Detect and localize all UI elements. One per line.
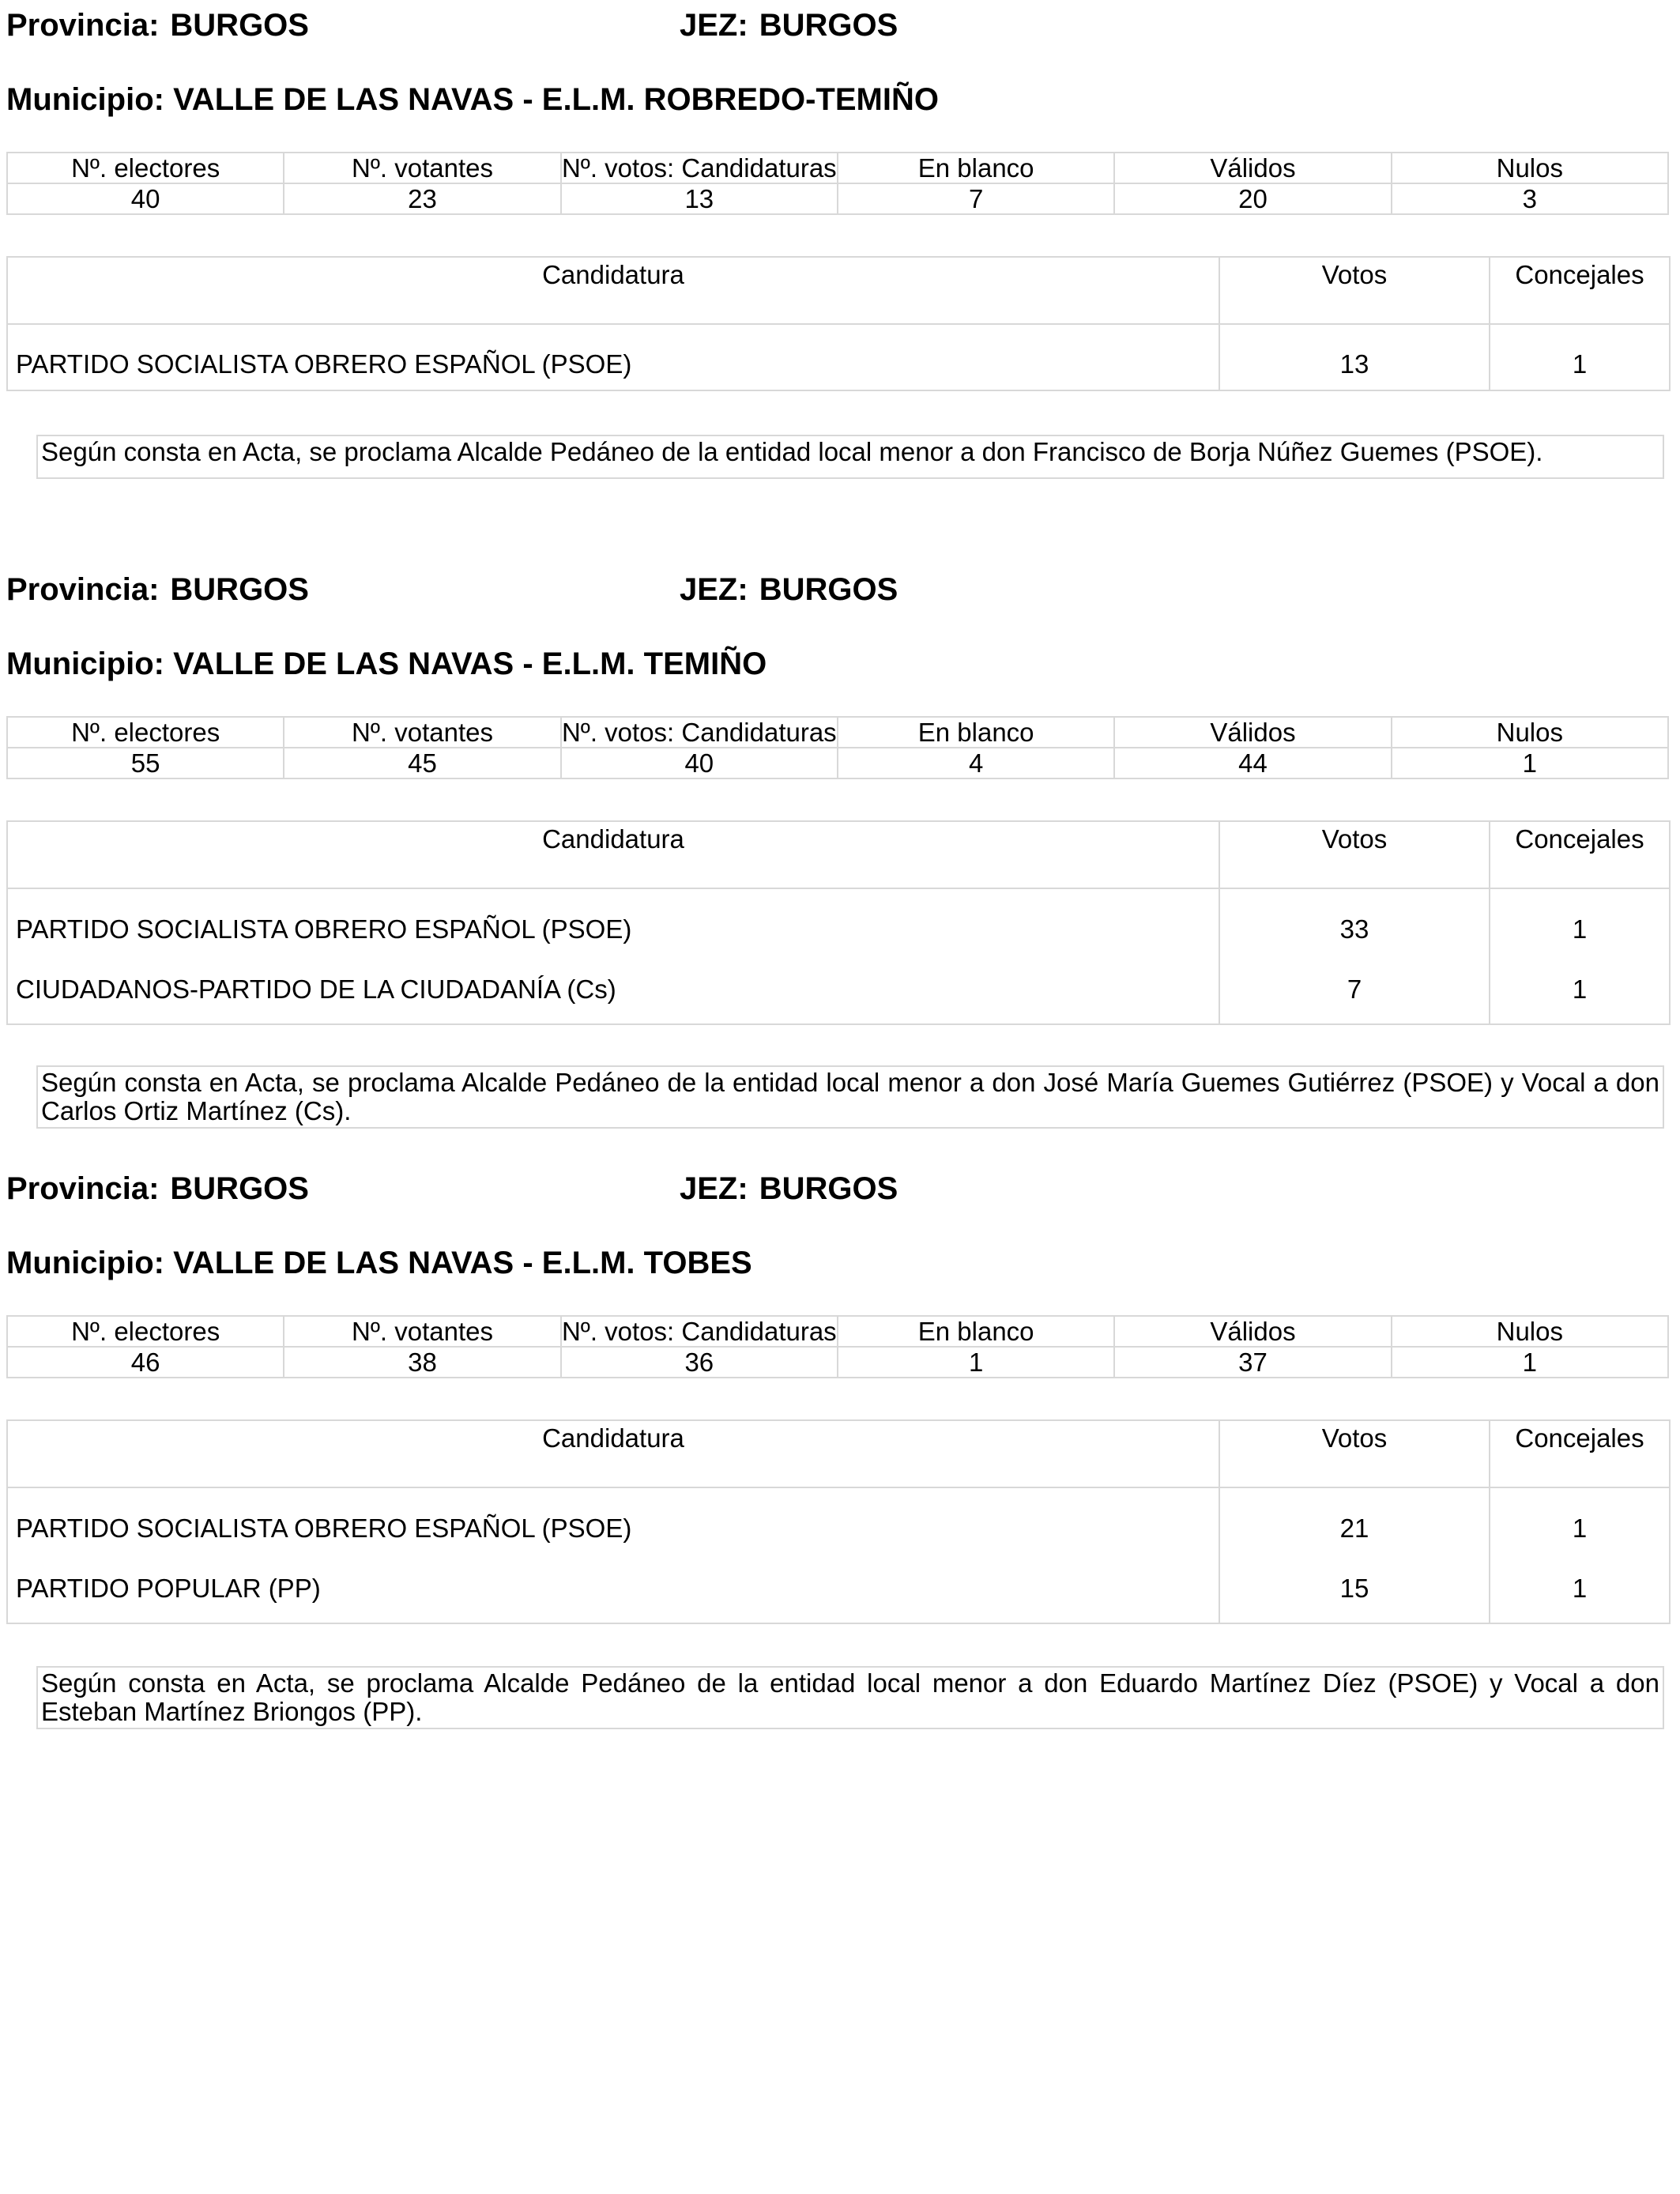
jez-value: BURGOS (759, 572, 898, 607)
stats-header-cell: Válidos (1114, 1316, 1391, 1347)
candidatura-header: Candidatura (7, 257, 1219, 324)
stats-header-cell: Nº. electores (7, 1316, 284, 1347)
provincia-header (6, 6, 309, 44)
candidatura-name: PARTIDO SOCIALISTA OBRERO ESPAÑOL (PSOE) (7, 1487, 1219, 1554)
stats-table (6, 716, 1669, 779)
municipio-header (6, 81, 939, 119)
stats-header-cell: Nulos (1392, 717, 1668, 748)
stats-value-cell: 45 (284, 748, 560, 778)
stats-value-cell: 7 (838, 183, 1114, 214)
proclamation-note: Según consta en Acta, se proclama Alcalde Pedáneo de la entidad local menor a don José María Guemes Gutiérrez (PSOE) y Vocal a don Carlos Ortiz Martínez (Cs). (36, 1065, 1664, 1129)
stats-value-row (7, 1347, 1668, 1378)
concejales-header: Concejales (1490, 821, 1670, 888)
stats-value-cell: 4 (838, 748, 1114, 778)
stats-header-cell: En blanco (838, 1316, 1114, 1347)
candidatura-name: PARTIDO POPULAR (PP) (7, 1554, 1219, 1623)
candidatura-row (7, 1554, 1670, 1623)
stats-value-cell: 3 (1392, 183, 1668, 214)
stats-header-cell: Nulos (1392, 1316, 1668, 1347)
stats-header-cell: Válidos (1114, 717, 1391, 748)
candidaturas-header-row (7, 1420, 1670, 1487)
candidatura-votes: 15 (1219, 1554, 1490, 1623)
stats-value-cell: 36 (561, 1347, 838, 1378)
stats-value-cell: 40 (561, 748, 838, 778)
concejales-header: Concejales (1490, 257, 1670, 324)
jez-label: JEZ: (680, 8, 748, 43)
candidatura-row (7, 324, 1670, 390)
stats-value-row (7, 183, 1668, 214)
candidaturas-table (6, 256, 1671, 391)
jez-header (680, 1170, 898, 1208)
candidatura-row (7, 888, 1670, 955)
jez-header (680, 6, 898, 44)
candidatura-header: Candidatura (7, 821, 1219, 888)
municipio-label: Municipio: (6, 647, 164, 681)
candidatura-name: PARTIDO SOCIALISTA OBRERO ESPAÑOL (PSOE) (7, 324, 1219, 390)
stats-value-cell: 20 (1114, 183, 1391, 214)
jez-value: BURGOS (759, 1171, 898, 1206)
provincia-header (6, 571, 309, 609)
municipio-value: VALLE DE LAS NAVAS - E.L.M. TEMIÑO (173, 647, 767, 681)
municipio-value: VALLE DE LAS NAVAS - E.L.M. TOBES (173, 1246, 752, 1280)
stats-value-cell: 1 (1392, 1347, 1668, 1378)
stats-value-cell: 55 (7, 748, 284, 778)
candidaturas-header-row (7, 257, 1670, 324)
provincia-header (6, 1170, 309, 1208)
candidatura-row (7, 955, 1670, 1024)
candidaturas-header-row (7, 821, 1670, 888)
provincia-label: Provincia: (6, 8, 160, 43)
candidatura-votes: 13 (1219, 324, 1490, 390)
provincia-value: BURGOS (170, 1171, 309, 1206)
stats-value-cell: 37 (1114, 1347, 1391, 1378)
stats-header-cell: Nº. electores (7, 153, 284, 183)
stats-header-row (7, 1316, 1668, 1347)
municipio-value: VALLE DE LAS NAVAS - E.L.M. ROBREDO-TEMIÑO (173, 82, 939, 117)
jez-header (680, 571, 898, 609)
jez-label: JEZ: (680, 572, 748, 607)
candidatura-concejales: 1 (1490, 955, 1670, 1024)
stats-value-row (7, 748, 1668, 778)
candidatura-name: PARTIDO SOCIALISTA OBRERO ESPAÑOL (PSOE) (7, 888, 1219, 955)
jez-label: JEZ: (680, 1171, 748, 1206)
proclamation-note: Según consta en Acta, se proclama Alcalde Pedáneo de la entidad local menor a don Francisco de Borja Núñez Guemes (PSOE). (36, 435, 1664, 479)
candidatura-concejales: 1 (1490, 888, 1670, 955)
candidatura-row (7, 1487, 1670, 1554)
stats-value-cell: 1 (1392, 748, 1668, 778)
candidatura-concejales: 1 (1490, 1554, 1670, 1623)
provincia-label: Provincia: (6, 572, 160, 607)
provincia-value: BURGOS (170, 572, 309, 607)
stats-value-cell: 44 (1114, 748, 1391, 778)
candidaturas-table (6, 820, 1671, 1025)
candidatura-votes: 21 (1219, 1487, 1490, 1554)
stats-header-row (7, 717, 1668, 748)
proclamation-note: Según consta en Acta, se proclama Alcalde Pedáneo de la entidad local menor a don Eduardo Martínez Díez (PSOE) y Vocal a don Esteban Martínez Briongos (PP). (36, 1666, 1664, 1729)
candidatura-header: Candidatura (7, 1420, 1219, 1487)
stats-table (6, 152, 1669, 215)
stats-header-cell: Nº. votos: Candidaturas (561, 153, 837, 183)
stats-header-cell: Nº. votantes (284, 717, 560, 748)
stats-header-cell: Nº. votos: Candidaturas (561, 718, 837, 747)
stats-header-cell: En blanco (838, 717, 1114, 748)
candidatura-votes: 33 (1219, 888, 1490, 955)
stats-value-cell: 38 (284, 1347, 560, 1378)
jez-value: BURGOS (759, 8, 898, 43)
candidatura-concejales: 1 (1490, 324, 1670, 390)
concejales-header: Concejales (1490, 1420, 1670, 1487)
votos-header: Votos (1219, 257, 1490, 324)
stats-value-cell: 46 (7, 1347, 284, 1378)
provincia-label: Provincia: (6, 1171, 160, 1206)
stats-header-cell: Válidos (1114, 153, 1391, 183)
municipio-header (6, 645, 767, 683)
stats-header-cell: Nº. votos: Candidaturas (561, 1317, 837, 1346)
stats-table (6, 1315, 1669, 1378)
candidaturas-table (6, 1419, 1671, 1624)
candidatura-name: CIUDADANOS-PARTIDO DE LA CIUDADANÍA (Cs) (7, 955, 1219, 1024)
votos-header: Votos (1219, 1420, 1490, 1487)
municipio-label: Municipio: (6, 82, 164, 117)
votos-header: Votos (1219, 821, 1490, 888)
stats-header-row (7, 153, 1668, 183)
provincia-value: BURGOS (170, 8, 309, 43)
candidatura-votes: 7 (1219, 955, 1490, 1024)
stats-value-cell: 1 (838, 1347, 1114, 1378)
stats-value-cell: 40 (7, 183, 284, 214)
stats-value-cell: 13 (561, 183, 838, 214)
stats-value-cell: 23 (284, 183, 560, 214)
candidatura-concejales: 1 (1490, 1487, 1670, 1554)
stats-header-cell: En blanco (838, 153, 1114, 183)
stats-header-cell: Nulos (1392, 153, 1668, 183)
stats-header-cell: Nº. votantes (284, 1316, 560, 1347)
municipio-header (6, 1244, 752, 1282)
stats-header-cell: Nº. electores (7, 717, 284, 748)
stats-header-cell: Nº. votantes (284, 153, 560, 183)
municipio-label: Municipio: (6, 1246, 164, 1280)
